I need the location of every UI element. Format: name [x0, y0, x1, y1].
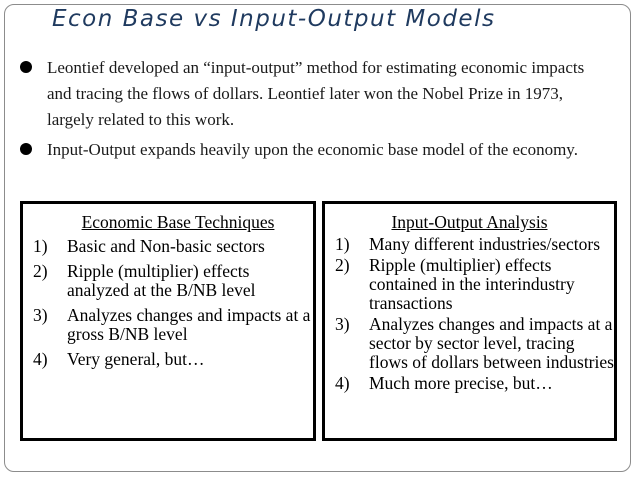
item-number: 1)	[335, 234, 350, 254]
item-text: Ripple (multiplier) effects contained in the interindustry transactions	[369, 255, 575, 313]
item-text: Basic and Non-basic sectors	[67, 236, 265, 256]
list-item	[325, 374, 614, 393]
list-item	[23, 262, 313, 300]
list-item	[23, 237, 313, 256]
item-number: 4)	[335, 373, 350, 393]
bullet-dot-icon	[20, 61, 32, 73]
item-text: Analyzes changes and impacts at a sector by sector level, tracing flows of dollars between industries	[369, 314, 614, 372]
bullet-leontief	[20, 55, 605, 133]
econ-base-heading: Economic Base Techniques	[81, 212, 275, 232]
item-number: 1)	[33, 236, 48, 256]
item-text: Analyzes changes and impacts at a gross B/NB level	[67, 305, 311, 344]
item-number: 4)	[33, 349, 48, 369]
input-output-list	[325, 235, 614, 393]
bullet-input-output	[20, 137, 605, 163]
item-text: Ripple (multiplier) effects analyzed at the B/NB level	[67, 261, 256, 300]
econ-base-list	[23, 237, 313, 369]
item-text: Many different industries/sectors	[369, 234, 601, 254]
list-item	[325, 235, 614, 254]
input-output-heading: Input-Output Analysis	[391, 212, 548, 232]
bullet-text: Input-Output expands heavily upon the economic base model of the economy.	[47, 140, 578, 159]
item-number: 2)	[335, 255, 350, 275]
item-text: Very general, but…	[67, 349, 205, 369]
list-item	[325, 315, 614, 372]
list-item	[23, 350, 313, 369]
item-number: 2)	[33, 261, 48, 281]
list-item	[23, 306, 313, 344]
input-output-box	[322, 201, 617, 441]
item-number: 3)	[33, 305, 48, 325]
bullet-text: Leontief developed an “input-output” method for estimating economic impacts and tracing the flows of dollars. Leontief later won the Nobel Prize in 1973, largely related to this work.	[47, 58, 585, 129]
slide-title: Econ Base vs Input-Output Models	[52, 6, 496, 32]
item-text: Much more precise, but…	[369, 373, 553, 393]
econ-base-box	[20, 201, 316, 441]
bullet-dot-icon	[20, 143, 32, 155]
item-number: 3)	[335, 314, 350, 334]
list-item	[325, 256, 614, 313]
